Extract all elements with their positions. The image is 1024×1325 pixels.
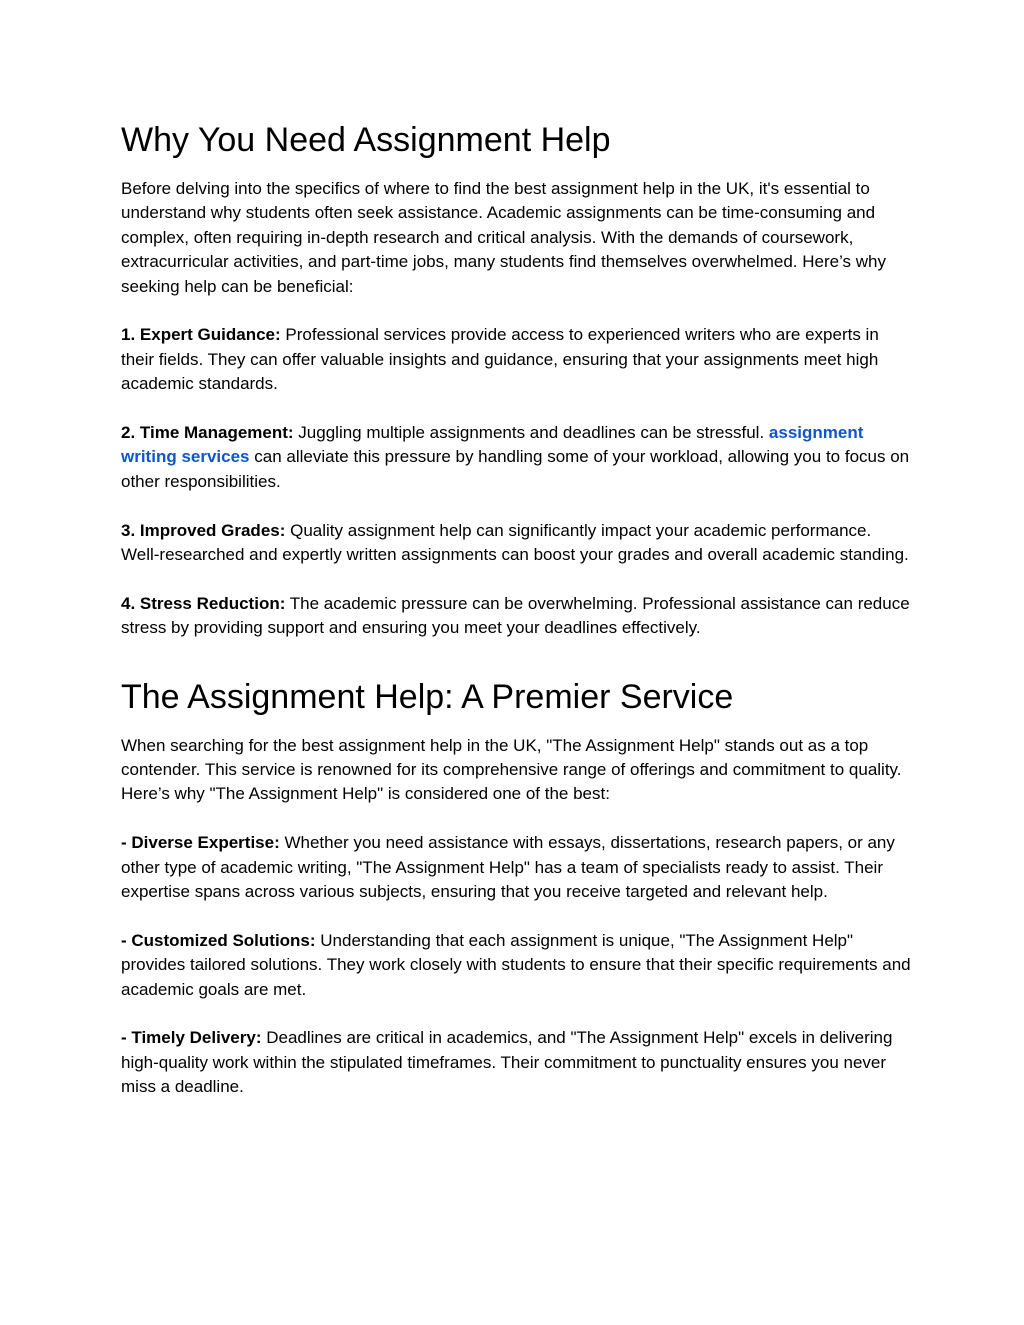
point-text: Deadlines are critical in academics, and "The Assignment Help" excels in delivering high-quality work within the stipulated timeframes. Their commitment to punctuality ensures you never miss a deadline.: [121, 1028, 893, 1097]
point-label: 1. Expert Guidance:: [121, 325, 281, 345]
point-text: Understanding that each assignment is unique, "The Assignment Help" provides tailored solutions. They work closely with students to ensure that their specific requirements and academic goals are met.: [121, 930, 911, 999]
section-heading-premier-service: The Assignment Help: A Premier Service: [121, 677, 734, 716]
point-timely-delivery: [121, 1026, 911, 1099]
point-text: Juggling multiple assignments and deadlines can be stressful.: [293, 423, 769, 443]
document-page: [121, 118, 911, 1100]
point-label: 3. Improved Grades:: [121, 520, 286, 540]
point-label: 4. Stress Reduction:: [121, 593, 286, 613]
point-label: - Customized Solutions:: [121, 930, 316, 950]
point-text-after-link: can alleviate this pressure by handling some of your workload, allowing you to focus on other responsibilities.: [121, 447, 910, 491]
point-text: Quality assignment help can significantly impact your academic performance. Well-researched and expertly written assignments can boost your grades and overall academic standing.: [121, 520, 909, 565]
point-text: The academic pressure can be overwhelming. Professional assistance can reduce stress by providing support and ensuring you meet your deadlines effectively.: [121, 593, 910, 638]
point-label: 2. Time Management:: [121, 423, 294, 443]
point-label: - Diverse Expertise:: [121, 833, 280, 853]
point-stress-reduction: [121, 592, 911, 641]
point-improved-grades: [121, 519, 911, 568]
section-heading-why-you-need-help: Why You Need Assignment Help: [121, 121, 611, 159]
point-diverse-expertise: [121, 831, 911, 904]
point-expert-guidance: [121, 323, 911, 396]
section-intro-why-you-need-help: Before delving into the specifics of where to find the best assignment help in the UK, it's essential to understand why students often seek assistance. Academic assignments can be time-consuming and complex, often requiring in-depth research and critical analysis. With the demands of coursework, extracurricular activities, and part-time jobs, many students find themselves overwhelmed. Here’s why seeking help can be beneficial:: [121, 179, 886, 296]
point-text: Professional services provide access to experienced writers who are experts in their fields. They can offer valuable insights and guidance, ensuring that your assignments meet high academic standards.: [121, 325, 879, 394]
point-label: - Timely Delivery:: [121, 1028, 262, 1048]
assignment-writing-services-link[interactable]: assignment writing services: [121, 423, 864, 467]
point-time-management: [121, 421, 911, 494]
section-intro-premier-service: When searching for the best assignment help in the UK, "The Assignment Help" stands out as a top contender. This service is renowned for its comprehensive range of offerings and commitment to quality. Here’s why "The Assignment Help" is considered one of the best:: [121, 735, 902, 804]
point-text: Whether you need assistance with essays, dissertations, research papers, or any other type of academic writing, "The Assignment Help" has a team of specialists ready to assist. Their expertise spans across various subjects, ensuring that you receive targeted and relevant help.: [121, 833, 895, 902]
point-customized-solutions: [121, 929, 911, 1002]
